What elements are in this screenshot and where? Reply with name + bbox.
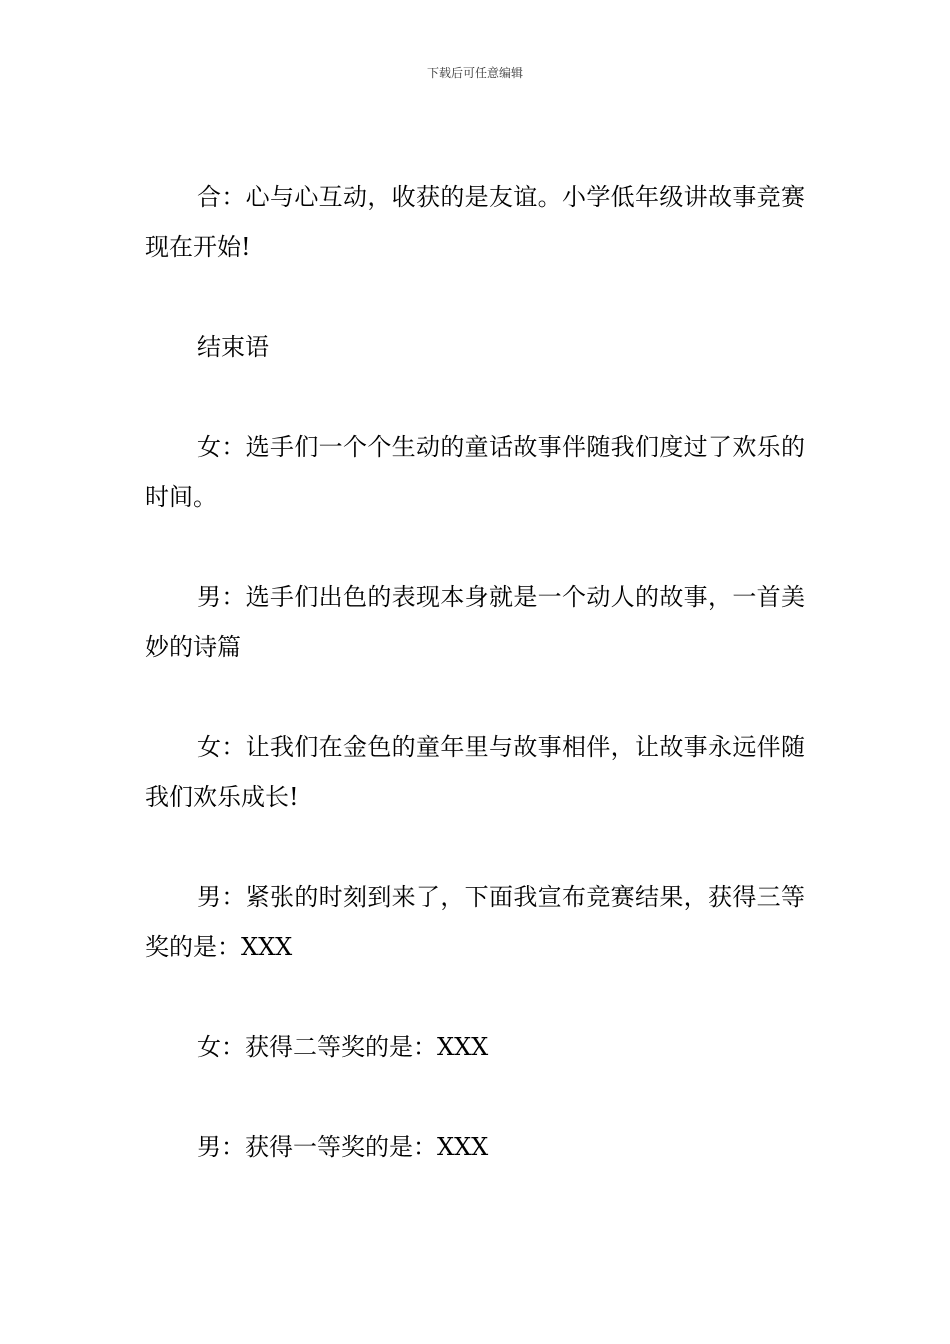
paragraph-female-2: 女：让我们在金色的童年里与故事相伴，让故事永远伴随我们欢乐成长! [145,733,805,811]
paragraph-male-2: 男：紧张的时刻到来了，下面我宣布竞赛结果，获得三等奖的是：XXX [145,883,805,961]
paragraph-female-1: 女：选手们一个个生动的童话故事伴随我们度过了欢乐的时间。 [145,433,805,511]
paragraph-male-1: 男：选手们出色的表现本身就是一个动人的故事，一首美妙的诗篇 [145,583,805,661]
section-heading-closing: 结束语 [197,333,269,361]
paragraph-opening: 合：心与心互动，收获的是友谊。小学低年级讲故事竞赛现在开始! [145,183,805,261]
page-header: 下载后可任意编辑 [426,66,523,80]
paragraph-female-3: 女：获得二等奖的是：XXX [197,1033,489,1061]
document-body [145,172,805,1172]
paragraph-male-3: 男：获得一等奖的是：XXX [197,1133,489,1161]
